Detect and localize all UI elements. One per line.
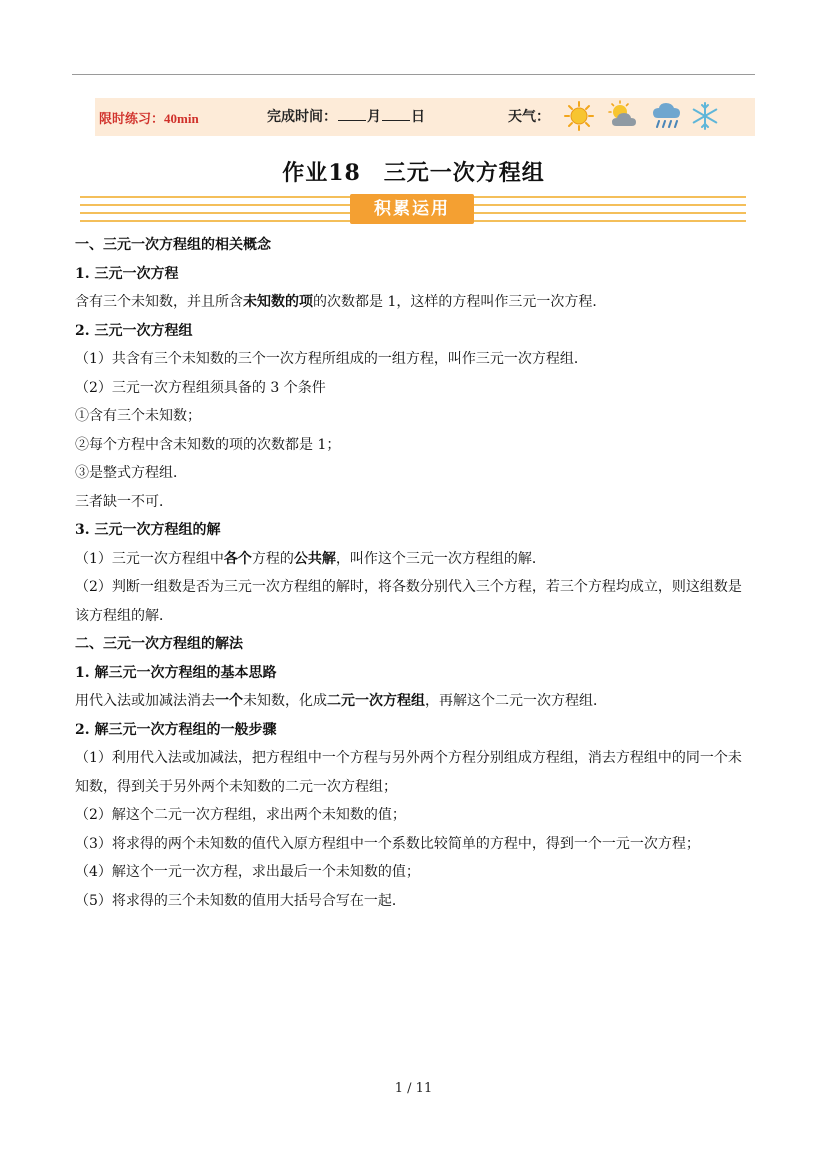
text: （1）三元一次方程组中 xyxy=(75,550,224,567)
paragraph: （1）共含有三个未知数的三个一次方程所组成的一组方程，叫作三元一次方程组． xyxy=(75,351,588,367)
text: 未知数，化成 xyxy=(243,693,327,709)
emphasis: 二元一次方程组 xyxy=(327,693,425,709)
time-limit-value: 40min xyxy=(164,111,199,126)
text: ，叫作这个三元一次方程组的解． xyxy=(335,550,546,567)
list-item: ③是整式方程组． xyxy=(75,465,187,481)
subsection-heading: 2. 三元一次方程组 xyxy=(75,322,193,339)
month-label: 月 xyxy=(367,109,381,125)
sun-icon xyxy=(563,100,595,132)
paragraph: （2）解这个二元一次方程组，求出两个未知数的值； xyxy=(75,807,406,823)
page-title: 作业18 三元一次方程组 xyxy=(282,160,545,186)
paragraph: （3）将求得的两个未知数的值代入原方程组中一个系数比较简单的方程中，得到一个一元一次方程； xyxy=(75,835,700,852)
paragraph: （1）利用代入法或加减法，把方程组中一个方程与另外两个方程分别组成方程组，消去方程组中的同一个未知数，得到关于另外两个未知数的二元一次方程组； xyxy=(75,750,742,795)
day-label: 日 xyxy=(411,109,425,125)
subsection-heading: 2. 解三元一次方程组的一般步骤 xyxy=(75,721,277,738)
rain-cloud-icon xyxy=(650,100,682,132)
text: 用代入法或加减法消去 xyxy=(75,693,215,709)
finish-time-label: 完成时间： xyxy=(267,109,337,125)
emphasis: 一个 xyxy=(215,693,243,709)
partly-cloudy-icon xyxy=(607,100,639,132)
subsection-heading: 1. 三元一次方程 xyxy=(75,265,179,282)
list-item: ②每个方程中含未知数的项的次数都是 1； xyxy=(75,436,341,453)
paragraph xyxy=(75,288,755,317)
subsection-heading: 3. 三元一次方程组的解 xyxy=(75,522,221,538)
text: 方程的 xyxy=(251,550,294,567)
paragraph: （4）解这个一元一次方程，求出最后一个未知数的值； xyxy=(75,864,420,880)
paragraph: （2）三元一次方程组须具备的 3 个条件 xyxy=(75,379,326,396)
list-item: ①含有三个未知数； xyxy=(75,408,201,424)
snowflake-icon xyxy=(689,100,721,132)
content xyxy=(75,231,755,915)
section-heading: 二、三元一次方程组的解法 xyxy=(75,636,243,652)
emphasis: 公共解 xyxy=(293,550,336,567)
paragraph: 三者缺一不可． xyxy=(75,493,173,510)
day-blank xyxy=(382,108,410,121)
time-limit xyxy=(99,108,199,127)
top-rule xyxy=(72,74,755,75)
paragraph xyxy=(75,687,755,716)
subsection-heading: 1. 解三元一次方程组的基本思路 xyxy=(75,664,277,681)
emphasis: 未知数的项 xyxy=(243,294,313,310)
weather-label: 天气： xyxy=(508,109,550,125)
text: 的次数都是 1，这样的方程叫作三元一次方程． xyxy=(313,294,607,310)
section-banner xyxy=(80,194,746,224)
emphasis: 各个 xyxy=(223,550,252,567)
text: 含有三个未知数，并且所含 xyxy=(75,294,243,310)
banner-badge: 积累运用 xyxy=(350,194,474,224)
info-bar xyxy=(95,98,755,136)
finish-time xyxy=(267,106,425,126)
paragraph: （2）判断一组数是否为三元一次方程组的解时，将各数分别代入三个方程，若三个方程均成立，则这组数是该方程组的解． xyxy=(75,579,742,624)
page-number: 1 / 11 xyxy=(394,1081,433,1096)
month-blank xyxy=(338,108,366,121)
paragraph xyxy=(75,545,755,574)
time-limit-label: 限时练习： xyxy=(99,112,165,127)
paragraph: （5）将求得的三个未知数的值用大括号合写在一起． xyxy=(75,892,406,909)
text: ，再解这个二元一次方程组． xyxy=(425,693,607,709)
section-heading: 一、三元一次方程组的相关概念 xyxy=(75,237,271,253)
